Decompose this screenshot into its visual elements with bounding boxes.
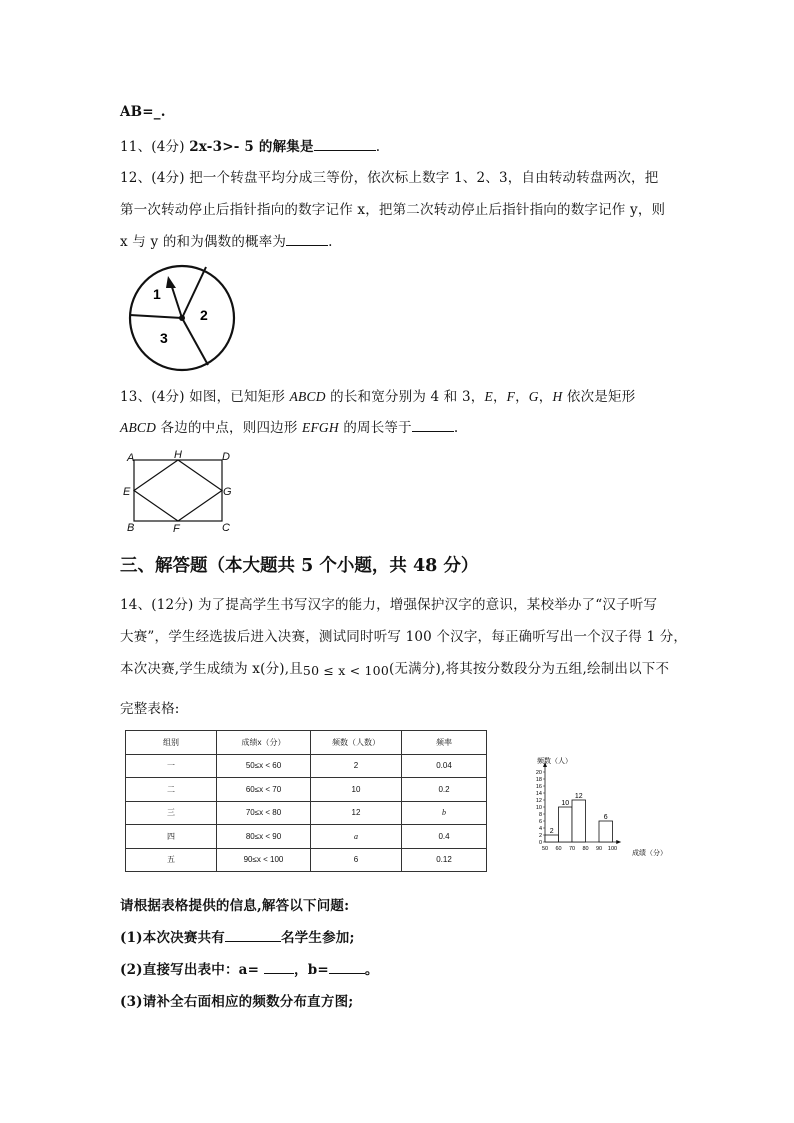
- table-cell: a: [311, 825, 402, 849]
- q12-end: .: [328, 234, 333, 250]
- q13-mid: 各边的中点，则四边形: [156, 420, 303, 436]
- table-cell: 6: [311, 848, 402, 872]
- q11-number: 11、(4分): [120, 139, 190, 155]
- q13-sep-1: ，: [492, 389, 507, 405]
- sub-q2-blank-a: [264, 961, 294, 974]
- question-14-line3: [120, 657, 669, 678]
- section-heading: 三、解答题（本大题共 5 个小题，共 48 分）: [120, 556, 479, 576]
- sub-q2-mid: ，b=: [294, 962, 329, 978]
- answer-line-ab: AB=_.: [120, 104, 166, 120]
- x-axis-arrow-icon: [616, 840, 621, 844]
- table-row: [126, 848, 487, 872]
- question-14-line4: 完整表格:: [120, 701, 180, 717]
- table-cell: 二: [126, 778, 217, 802]
- bar-value-label: 10: [561, 800, 570, 807]
- header-group: 组别: [126, 731, 217, 755]
- sub-q1-end: 名学生参加;: [280, 930, 355, 946]
- y-tick-label: 20: [535, 770, 542, 776]
- x-tick-label: 50: [541, 846, 549, 852]
- bar-value-label: 12: [574, 793, 583, 800]
- q13-point-e: E: [484, 389, 493, 404]
- question-13-line1: [120, 385, 635, 405]
- x-tick-label: 80: [582, 846, 589, 852]
- q14-range-math: 50 ≤ x < 100: [302, 663, 389, 678]
- label-e: E: [123, 486, 131, 498]
- question-12-line2: 第一次转动停止后指针指向的数字记作 x，把第二次转动停止后指针指向的数字记作 y，则: [120, 202, 666, 218]
- y-tick-label: 18: [535, 777, 542, 783]
- histogram-bar: [572, 800, 586, 842]
- y-tick-label: 4: [538, 826, 542, 832]
- question-13-line2: [120, 416, 458, 436]
- y-tick-label: 16: [535, 784, 542, 790]
- table-row: [126, 801, 487, 825]
- table-cell: 2: [311, 754, 402, 778]
- x-tick-label: 100: [607, 846, 618, 852]
- bar-value-label: 2: [549, 828, 554, 835]
- question-12-line3: [120, 230, 333, 250]
- x-tick-label: 70: [568, 846, 576, 852]
- q13-sep-3: ，: [538, 389, 553, 405]
- q13-point-g: G: [528, 389, 539, 404]
- question-14-line1: 14、(12分) 为了提高学生书写汉字的能力，增强保护汉字的意识，某校举办了“汉子听写: [120, 597, 658, 613]
- q13-efgh: EFGH: [302, 420, 339, 435]
- header-rate: 频率: [402, 731, 487, 755]
- q12-blank: [286, 233, 328, 246]
- sub-q2-start: (2)直接写出表中：a=: [120, 962, 265, 978]
- table-cell: 0.04: [402, 754, 487, 778]
- y-tick-label: 2: [538, 833, 542, 839]
- label-g: G: [223, 486, 232, 498]
- q14-line3-end: (无满分),将其按分数段分为五组,绘制出以下不: [388, 661, 670, 677]
- sub-q1-start: (1)本次决赛共有: [120, 930, 225, 946]
- x-tick-label: 60: [555, 846, 562, 852]
- frequency-table: [125, 730, 487, 872]
- table-row: [126, 825, 487, 849]
- q13-point-f: F: [506, 389, 516, 404]
- label-b: B: [127, 522, 135, 534]
- q13-perimeter: 的周长等于: [338, 420, 412, 436]
- table-row: [126, 754, 487, 778]
- frequency-histogram: [515, 752, 677, 862]
- histogram-bar: [559, 807, 573, 842]
- label-f: F: [173, 523, 180, 535]
- label-h: H: [174, 449, 182, 461]
- table-cell: 10: [311, 778, 402, 802]
- q13-tail: 依次是矩形: [562, 389, 636, 405]
- label-a: A: [127, 452, 135, 464]
- table-cell: 五: [126, 848, 217, 872]
- table-cell: 0.12: [402, 848, 487, 872]
- sector-label-3: 3: [160, 330, 168, 346]
- table-row: [126, 778, 487, 802]
- y-tick-label: 14: [535, 791, 542, 797]
- q13-abcd-2: ABCD: [120, 420, 157, 435]
- question-11: [120, 135, 380, 155]
- x-tick-label: 90: [595, 846, 603, 852]
- sector-label-2: 2: [200, 307, 208, 323]
- table-cell: 80≤x < 90: [217, 825, 311, 849]
- sector-label-1: 1: [153, 286, 161, 302]
- table-cell: 0.2: [402, 778, 487, 802]
- table-cell: 60≤x < 70: [217, 778, 311, 802]
- q13-abcd: ABCD: [289, 389, 326, 404]
- label-d: D: [222, 451, 230, 463]
- histogram-y-title: 频数（人）: [537, 758, 572, 765]
- bar-value-label: 6: [603, 814, 608, 821]
- header-frequency: 频数（人数）: [311, 731, 402, 755]
- histogram-bar: [599, 821, 613, 842]
- table-cell: 50≤x < 60: [217, 754, 311, 778]
- histogram-bar: [545, 835, 559, 842]
- sub-q2-end: 。: [364, 962, 379, 978]
- sub-question-2: [120, 958, 379, 978]
- q12-text: x 与 y 的和为偶数的概率为: [120, 234, 287, 250]
- y-tick-label: 10: [535, 805, 542, 811]
- rectangle-figure: [118, 446, 244, 536]
- sub-question-1: [120, 926, 355, 946]
- q11-text: 2x-3>- 5 的解集是: [189, 139, 314, 155]
- table-header-row: [126, 731, 487, 755]
- y-tick-label: 6: [538, 819, 542, 825]
- table-cell: 70≤x < 80: [217, 801, 311, 825]
- table-cell: 三: [126, 801, 217, 825]
- q11-end: .: [375, 139, 381, 155]
- q14-line3-start: 本次决赛,学生成绩为 x(分),且: [120, 661, 303, 677]
- instructions: 请根据表格提供的信息,解答以下问题:: [120, 898, 350, 914]
- q13-dimensions: 的长和宽分别为 4 和 3，: [325, 389, 485, 405]
- table-cell: 12: [311, 801, 402, 825]
- q13-end: .: [453, 420, 459, 436]
- table-cell: b: [402, 801, 487, 825]
- y-tick-label: 12: [535, 798, 542, 804]
- sub-q1-blank: [225, 929, 281, 942]
- sub-question-3: (3)请补全右面相应的频数分布直方图;: [120, 994, 354, 1010]
- table-cell: 90≤x < 100: [217, 848, 311, 872]
- q13-intro: 13、(4分) 如图，已知矩形: [120, 389, 290, 405]
- y-tick-label: 0: [538, 840, 542, 846]
- sub-q2-blank-b: [329, 961, 365, 974]
- question-12-line1: 12、(4分) 把一个转盘平均分成三等份，依次标上数字 1、2、3，自由转动转盘两次，把: [120, 170, 659, 186]
- histogram-x-title: 成绩（分）: [632, 850, 667, 857]
- question-14-line2: 大赛”，学生经选拔后进入决赛，测试同时听写 100 个汉字，每正确听写出一个汉子得 1 分，: [120, 629, 688, 645]
- q13-blank: [412, 419, 454, 432]
- label-c: C: [222, 522, 230, 534]
- q13-sep-2: ，: [515, 389, 529, 405]
- pointer-arrow-icon: [166, 276, 176, 288]
- table-cell: 一: [126, 754, 217, 778]
- q13-point-h: H: [552, 389, 563, 404]
- q11-blank: [314, 138, 376, 151]
- table-cell: 四: [126, 825, 217, 849]
- y-tick-label: 8: [538, 812, 542, 818]
- spinner-figure: [124, 262, 242, 374]
- header-score: 成绩x（分）: [217, 731, 311, 755]
- table-cell: 0.4: [402, 825, 487, 849]
